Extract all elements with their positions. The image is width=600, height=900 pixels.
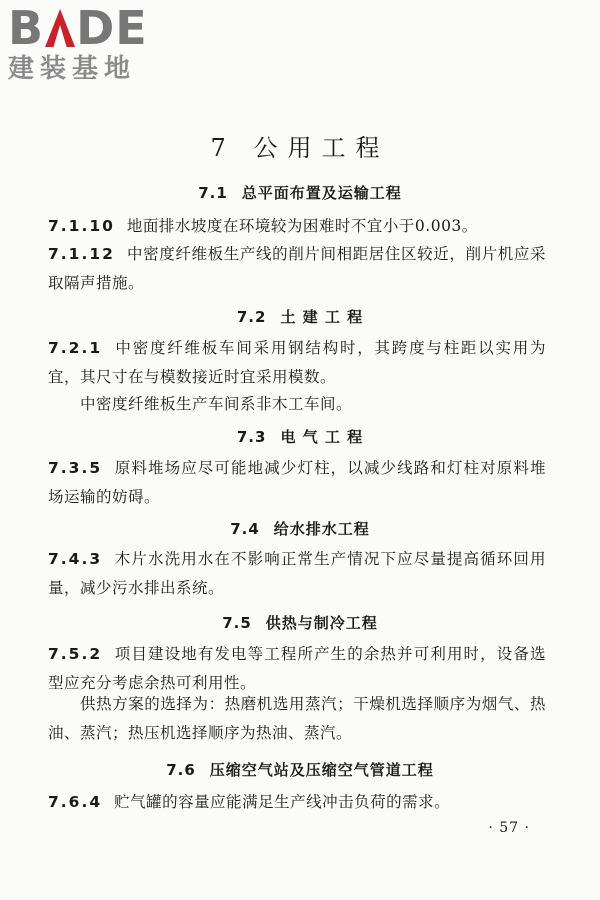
- section-title: 电 气 工 程: [280, 428, 364, 446]
- section-number: 7.6: [166, 761, 196, 779]
- logo-letter-b: B: [8, 1, 45, 55]
- logo-letters-de: DE: [76, 1, 148, 55]
- clause-text: 贮气罐的容量应能满足生产线冲击负荷的需求。: [114, 793, 451, 811]
- chapter-title: 7 公用工程: [210, 134, 390, 162]
- clause-text: 原料堆场应尽可能地减少灯柱，以减少线路和灯柱对原料堆场运输的妨碍。: [48, 459, 546, 506]
- section-number: 7.3: [236, 428, 267, 446]
- clause-7-4-3: [48, 545, 546, 603]
- clause-7-6-4: [48, 788, 546, 817]
- clause-7-1-10: [48, 212, 546, 241]
- clause-number: 7.4.3: [48, 550, 103, 568]
- section-number: 7.1: [198, 184, 228, 202]
- clause-text: 地面排水坡度在环境较为困难时不宜小于0.003。: [126, 217, 478, 235]
- clause-text: 中密度纤维板生产车间系非木工车间。: [80, 395, 353, 413]
- section-title: 供热与制冷工程: [265, 614, 378, 632]
- clause-7-3-5: [48, 454, 546, 512]
- logo-a-mark-icon: [45, 9, 75, 47]
- section-heading-7-3: [0, 426, 600, 447]
- section-number: 7.4: [230, 520, 260, 538]
- clause-number: 7.1.10: [48, 217, 115, 235]
- section-heading-7-2: [0, 306, 600, 327]
- section-heading-7-6: [0, 759, 600, 780]
- clause-7-5-2-note: [48, 690, 546, 748]
- clause-text: 木片水洗用水在不影响正常生产情况下应尽量提高循环回用量，减少污水排出系统。: [48, 550, 546, 597]
- section-heading-7-1: [0, 182, 600, 203]
- section-title: 压缩空气站及压缩空气管道工程: [209, 761, 434, 779]
- clause-text: 中密度纤维板生产线的削片间相距居住区较近，削片机应采取隔声措施。: [48, 245, 546, 292]
- section-title: 给水排水工程: [273, 520, 370, 538]
- bade-logo: [8, 1, 178, 84]
- clause-text: 项目建设地有发电等工程所产生的余热并可利用时，设备选型应充分考虑余热可利用性。: [48, 645, 546, 692]
- clause-7-1-12: [48, 240, 546, 298]
- clause-number: 7.1.12: [48, 245, 115, 263]
- clause-7-2-1-note: [80, 390, 546, 419]
- page-number: · 57 ·: [488, 820, 530, 836]
- clause-number: 7.6.4: [48, 793, 103, 811]
- clause-7-2-1: [48, 334, 546, 392]
- section-heading-7-4: [0, 518, 600, 539]
- section-number: 7.5: [222, 614, 252, 632]
- clause-number: 7.2.1: [48, 339, 103, 357]
- section-number: 7.2: [236, 308, 267, 326]
- clause-number: 7.5.2: [48, 645, 103, 663]
- logo-wordmark: [8, 1, 178, 55]
- clause-text: 中密度纤维板车间采用钢结构时，其跨度与柱距以实用为宜，其尺寸在与模数接近时宜采用模数。: [48, 339, 546, 386]
- section-title: 土 建 工 程: [280, 308, 364, 326]
- clause-text: 供热方案的选择为：热磨机选用蒸汽；干燥机选择顺序为烟气、热油、蒸汽；热压机选择顺序为热油、蒸汽。: [48, 695, 546, 742]
- clause-number: 7.3.5: [48, 459, 103, 477]
- logo-subtitle: 建装基地: [8, 54, 137, 84]
- section-heading-7-5: [0, 612, 600, 633]
- section-title: 总平面布置及运输工程: [241, 184, 402, 202]
